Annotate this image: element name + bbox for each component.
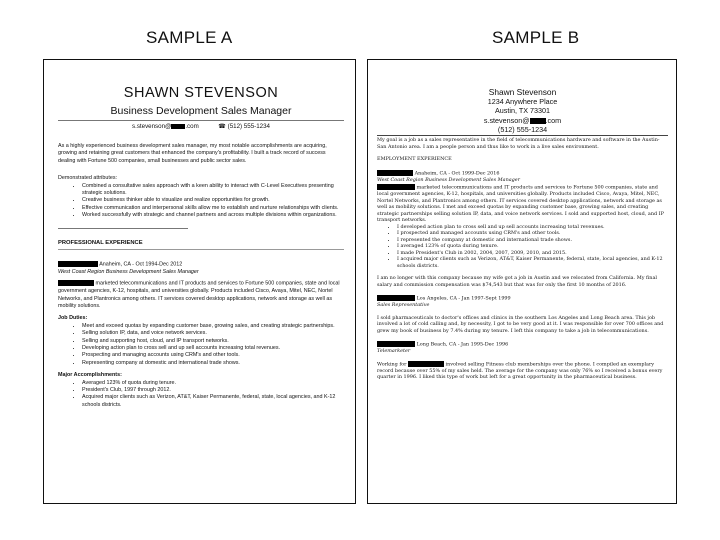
list-item: • I prospected and managed accounts using CRM's and other tools.	[397, 230, 668, 237]
resume-a-attributes-label: Demonstrated attributes:	[58, 175, 118, 182]
resume-a-phone: ☎ (512) 555-1234	[218, 123, 270, 130]
redaction-bar	[377, 170, 413, 176]
resume-b-email-suffix: .com	[545, 115, 562, 125]
list-item: • Combined a consultative sales approach with a keen ability to interact with C-Level Executives presenting strategic solutions.	[82, 183, 344, 198]
resume-a-summary: As a highly experienced business development sales manager, my most notable accomplishments are acquiring, growing and retaining great customers that enhanced the company's profitability. I built a track record of success dealing with Fortune 500 companies, small businesses and public sector sales.	[58, 143, 327, 164]
list-item: • Averaged 123% of quota during tenure.	[82, 380, 344, 387]
list-item: • Meet and exceed quotas by expanding customer base, growing sales, and creating strategic partnerships.	[82, 323, 344, 330]
resume-b-job1-note: I am no longer with this company because my wife got a job in Austin and we relocated from California. My final salary and commission compensation was $74,543 but that was for only the first 10 months of 2016.	[377, 275, 657, 288]
resume-a-duties-label: Job Duties:	[58, 315, 88, 322]
resume-a-email-prefix: s.stevenson@	[132, 123, 172, 130]
resume-b-job3-description-prefix: Working for	[377, 361, 407, 368]
list-item: • Selling and supporting host, cloud, and IP transport networks.	[82, 338, 344, 345]
resume-b-job2-location-dates: Los Angeles, CA - Jan 1997-Sept 1999	[416, 295, 511, 302]
list-item: • Developing action plan to cross sell and up sell accounts increasing total revenues.	[82, 345, 344, 352]
resume-a-job-location-dates: Anaheim, CA - Oct 1994-Dec 2012	[99, 261, 183, 268]
resume-b-phone: (512) 555-1234	[497, 124, 548, 134]
list-item: • I averaged 123% of quota during tenure.	[397, 243, 668, 250]
list-item: • I represented the company at domestic and international trade shows.	[397, 237, 668, 244]
resume-b-experience-heading: EMPLOYMENT EXPERIENCE	[377, 156, 452, 163]
sample-a-label: SAMPLE A	[146, 28, 233, 47]
resume-b-job3-title: Telemarketer	[377, 348, 411, 355]
resume-a-subtitle: Business Development Sales Manager	[110, 105, 292, 117]
resume-b-job1-location-dates: Anaheim, CA - Oct 1999-Dec 2016	[414, 170, 500, 177]
redaction-bar	[530, 118, 546, 124]
resume-a-section-divider	[58, 228, 188, 229]
resume-a-name: SHAWN STEVENSON	[123, 85, 279, 101]
resume-b-header-rule	[377, 135, 668, 136]
list-item: • Acquired major clients such as Verizon, AT&T, Kaiser Permanente, federal, state, local agencies, and K-12 schools districts.	[82, 394, 344, 409]
list-item: • Creative business thinker able to visualize and realize opportunities for growth.	[82, 197, 344, 204]
resume-a-contact	[58, 123, 344, 130]
list-item: • I acquired major clients such as Verizon, AT&T, Kaiser Permanente, federal, state, local agencies, and K-12 schools districts.	[397, 256, 668, 269]
resume-a-attributes-list	[58, 183, 344, 220]
resume-b-job-3	[377, 341, 668, 381]
resume-a-job-title: West Coast Region Business Development Sales Manager	[58, 268, 199, 275]
resume-a-email-suffix: .com	[185, 123, 199, 130]
resume-a-experience-heading: PROFESSIONAL EXPERIENCE	[58, 239, 143, 246]
resume-a-job-description: marketed telecommunications and IT products and services to Fortune 500 companies, state and local government agencies, K-12, hospitals, and universities globally. Products included Cisco, Avaya, Mitel, NEC, Nortel Networks, and Plantronics among others. IT services covered desktop applications, network and storage as well as mobility solutions.	[58, 280, 340, 309]
redaction-bar	[377, 295, 415, 301]
redaction-bar	[58, 261, 98, 267]
resume-b-email-prefix: s.stevenson@	[483, 115, 530, 125]
list-item: • Effective communication and interpersonal skills allow me to establish and nurture relationships with clients.	[82, 205, 344, 212]
resume-b-address-line2: Austin, TX 73301	[494, 106, 550, 116]
redaction-bar	[58, 280, 94, 286]
list-item: • I developed action plan to cross sell and up sell accounts increasing total revenues.	[397, 224, 668, 231]
resume-b-job3-description: involved selling Fitness club memberships over the phone. I compiled an exemplary record because over 55% of my sales held. The average for the company was only 76% so I received a bonus every quarter in 1996. I liked this type of work but left for a great opportunity in the pharmaceutical business.	[377, 361, 663, 381]
resume-b-job2-title: Sales Representative	[377, 302, 430, 309]
resume-sample-a	[43, 59, 356, 504]
redaction-bar	[377, 341, 415, 347]
resume-b-header	[377, 88, 668, 134]
redaction-bar	[171, 124, 185, 129]
resume-sample-b	[367, 59, 677, 504]
resume-b-job-1	[377, 170, 668, 289]
list-item: • Worked successfully with strategic and channel partners and across multiple divisions within organizations.	[82, 212, 344, 219]
resume-a-accomplishments-list	[58, 380, 344, 410]
resume-b-job-2	[377, 295, 668, 334]
resume-b-address-line1: 1234 Anywhere Place	[487, 97, 558, 107]
resume-a-header-rule	[58, 120, 344, 121]
resume-b-email	[377, 116, 668, 125]
resume-a-job	[58, 261, 344, 409]
resume-b-job3-location-dates: Long Beach, CA - Jan 1995-Dec 1996	[416, 341, 509, 348]
list-item: • Representing company at domestic and international trade shows.	[82, 360, 344, 367]
list-item: • Selling solution IP, data, and voice network services.	[82, 330, 344, 337]
list-item: • Prospecting and managing accounts using CRM's and other tools.	[82, 352, 344, 359]
sample-b-label: SAMPLE B	[492, 28, 580, 47]
list-item: • President's Club, 1997 through 2012.	[82, 387, 344, 394]
resume-a-duties-list	[58, 323, 344, 367]
list-item: • I made President's Club in 2002, 2004, 2007, 2009, 2010, and 2015.	[397, 250, 668, 257]
resume-b-objective: My goal is a job as a sales representative in the field of telecommunications hardware and software in the Austin-San Antonio area. I am a people person and thus like to work in a live sales environment.	[377, 137, 660, 150]
resume-b-job1-description: marketed telecommunications and IT products and services to Fortune 500 companies, state and local government agencies, K-12, hospitals, and universities globally. Products included Cisco, Avaya, Mitel, NEC, Nortel Networks, and Plantronics among others. IT services covered desktop applications, network and storage as well as mobility solutions. I met and exceed quotas by expanding customer base, growing sales, and creating strategic partnerships selling solution IP, data, and voice network services. I sold and supported host, cloud, and IP transport networks.	[377, 184, 664, 224]
resume-b-job1-title: West Coast Region Business Development Sales Manager	[377, 176, 520, 183]
redaction-bar	[377, 184, 415, 190]
resume-b-name: Shawn Stevenson	[488, 87, 557, 97]
resume-a-accomplishments-label: Major Accomplishments:	[58, 372, 122, 379]
resume-b-job1-bullets	[377, 224, 668, 270]
resume-a-heading-rule	[58, 249, 344, 250]
resume-b-job2-description: I sold pharmaceuticals to doctor's offices and clinics in the southern Los Angeles and Long Beach area. This job involved a lot of cold calling and, by necessity, I got to be very good at it. I was responsible for over 700 offices and grew my book of business by 7.4% during my tenure. I left this company to take a job in telecommunications.	[377, 314, 664, 334]
redaction-bar	[408, 361, 444, 367]
